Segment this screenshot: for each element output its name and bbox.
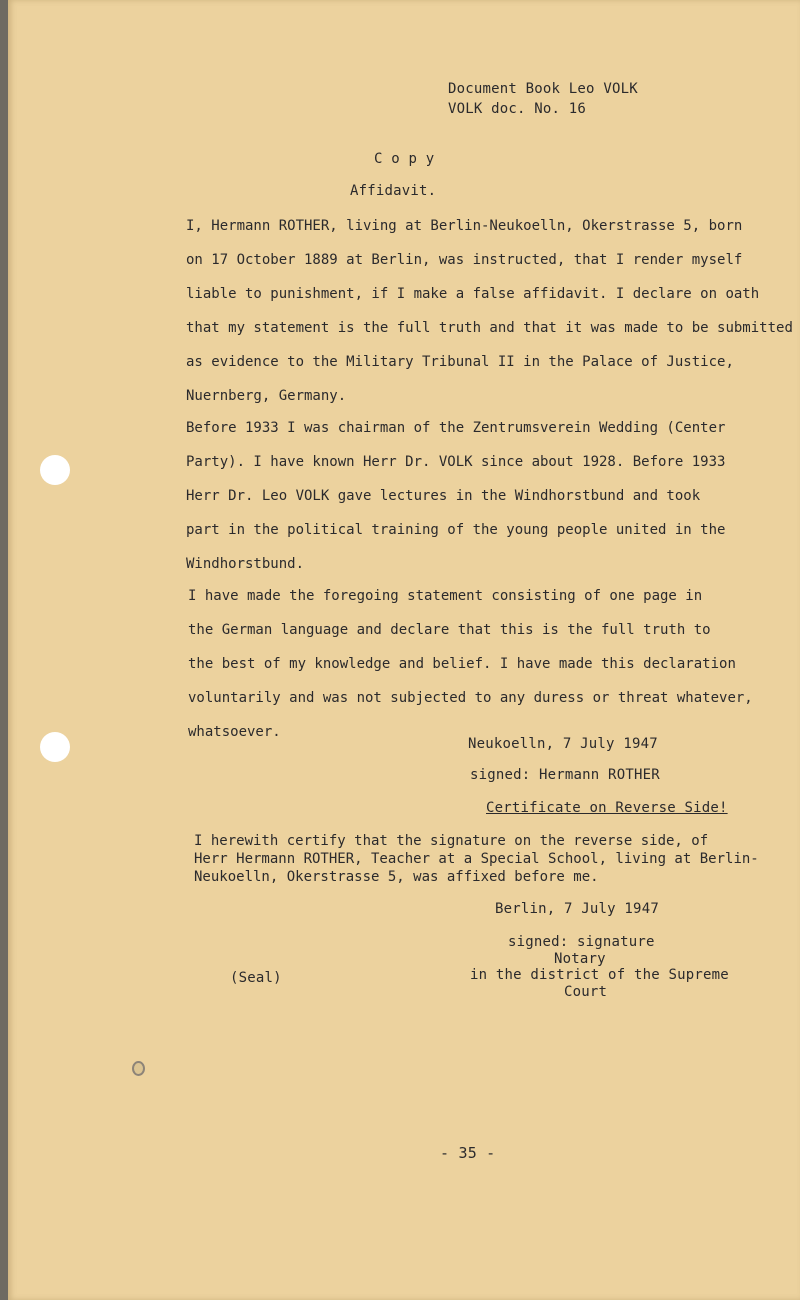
paragraph-line: Herr Dr. Leo VOLK gave lectures in the Windhorstbund and took xyxy=(186,488,701,504)
signature-signed: signed: Hermann ROTHER xyxy=(470,767,660,783)
affidavit-paragraph-1 xyxy=(186,209,793,413)
signature-place-date: Neukoelln, 7 July 1947 xyxy=(468,736,658,752)
paragraph-line: voluntarily and was not subjected to any duress or threat whatever, xyxy=(188,690,753,706)
paragraph-line: Before 1933 I was chairman of the Zentrumsverein Wedding (Center xyxy=(186,420,726,436)
affidavit-paragraph-3 xyxy=(188,579,753,749)
paragraph-line: as evidence to the Military Tribunal II in the Palace of Justice, xyxy=(186,354,734,370)
punch-hole-bottom xyxy=(40,732,70,762)
certificate-heading: Certificate on Reverse Side! xyxy=(486,800,728,816)
copy-label: C o p y xyxy=(374,151,435,167)
header-doc-number: VOLK doc. No. 16 xyxy=(448,101,587,117)
header-book-title: Document Book Leo VOLK xyxy=(448,81,638,97)
affidavit-title: Affidavit. xyxy=(350,183,437,199)
document-page xyxy=(8,0,800,1300)
paragraph-line: the German language and declare that this is the full truth to xyxy=(188,622,711,638)
staple-hole xyxy=(132,1061,145,1076)
paragraph-line: that my statement is the full truth and that it was made to be submitted xyxy=(186,320,793,336)
paragraph-line: Nuernberg, Germany. xyxy=(186,388,347,404)
paragraph-line: on 17 October 1889 at Berlin, was instructed, that I render myself xyxy=(186,252,743,268)
paragraph-line: the best of my knowledge and belief. I have made this declaration xyxy=(188,656,736,672)
notary-court: Court xyxy=(564,984,608,1000)
certificate-place-date: Berlin, 7 July 1947 xyxy=(495,901,659,917)
paragraph-line: liable to punishment, if I make a false affidavit. I declare on oath xyxy=(186,286,760,302)
punch-hole-top xyxy=(40,455,70,485)
paragraph-line: Windhorstbund. xyxy=(186,556,305,572)
paragraph-line: I, Hermann ROTHER, living at Berlin-Neukoelln, Okerstrasse 5, born xyxy=(186,218,743,234)
seal-label: (Seal) xyxy=(230,970,282,986)
certificate-line: Neukoelln, Okerstrasse 5, was affixed before me. xyxy=(194,869,599,885)
page-number: - 35 - xyxy=(440,1144,496,1162)
certificate-signed: signed: signature xyxy=(508,934,655,950)
notary-district: in the district of the Supreme xyxy=(470,967,729,983)
certificate-line: I herewith certify that the signature on the reverse side, of xyxy=(194,833,709,849)
paragraph-line: Party). I have known Herr Dr. VOLK since about 1928. Before 1933 xyxy=(186,454,726,470)
paragraph-line: I have made the foregoing statement consisting of one page in xyxy=(188,588,703,604)
paragraph-line: whatsoever. xyxy=(188,724,281,740)
notary-label: Notary xyxy=(554,951,606,967)
affidavit-paragraph-2 xyxy=(186,411,725,581)
certificate-text xyxy=(194,832,759,886)
paragraph-line: part in the political training of the young people united in the xyxy=(186,522,726,538)
certificate-line: Herr Hermann ROTHER, Teacher at a Special School, living at Berlin- xyxy=(194,851,759,867)
